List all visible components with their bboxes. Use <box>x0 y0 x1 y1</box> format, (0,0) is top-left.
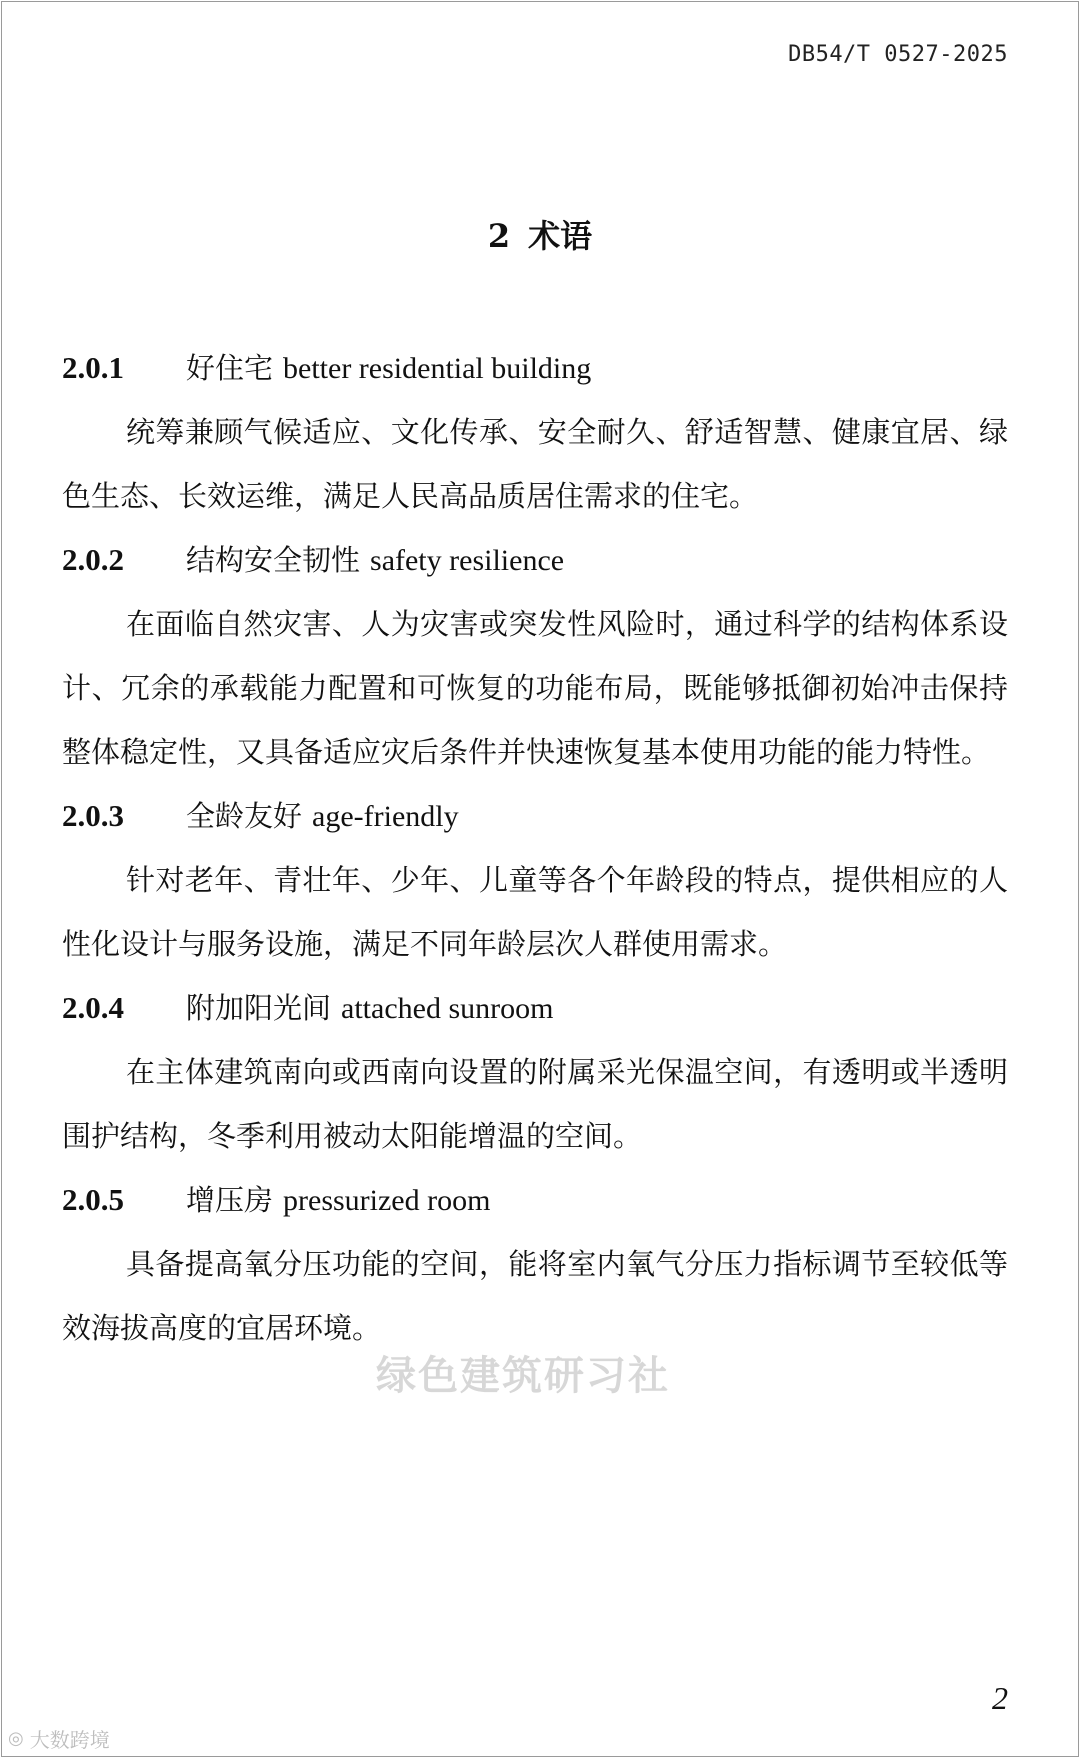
term-number: 2.0.1 <box>62 350 124 385</box>
term-chinese: 好住宅 <box>186 351 274 385</box>
term-number: 2.0.4 <box>62 990 124 1025</box>
watermark-text: 绿色建筑研习社 <box>376 1352 670 1399</box>
term-english: better residential building <box>283 352 592 385</box>
term-heading-2 <box>62 528 1008 592</box>
term-english: pressurized room <box>283 1184 491 1217</box>
term-heading-5 <box>62 1168 1008 1232</box>
term-number: 2.0.5 <box>62 1182 124 1217</box>
chapter-title-text: 术语 <box>528 217 593 255</box>
term-chinese: 结构安全韧性 <box>186 543 361 577</box>
term-definition-5: 具备提高氧分压功能的空间，能将室内氧气分压力指标调节至较低等效海拔高度的宜居环境。 <box>62 1247 1008 1345</box>
term-number: 2.0.2 <box>62 542 124 577</box>
terms-section <box>62 336 1008 1360</box>
term-chinese: 全龄友好 <box>186 799 303 833</box>
watermark-logo-icon: ◎ <box>8 1728 24 1749</box>
term-chinese: 增压房 <box>186 1183 274 1217</box>
term-definition-3: 针对老年、青壮年、少年、儿童等各个年龄段的特点，提供相应的人性化设计与服务设施，满足不同年龄层次人群使用需求。 <box>62 863 1008 961</box>
page-number: 2 <box>992 1680 1008 1716</box>
term-english: safety resilience <box>370 544 565 577</box>
term-definition-4: 在主体建筑南向或西南向设置的附属采光保温空间，有透明或半透明围护结构，冬季利用被动太阳能增温的空间。 <box>62 1055 1008 1153</box>
term-english: attached sunroom <box>341 992 554 1025</box>
chapter-number: 2 <box>487 217 511 255</box>
corner-watermark <box>8 1724 110 1753</box>
chapter-title <box>0 211 1080 257</box>
term-number: 2.0.3 <box>62 798 124 833</box>
term-heading-1 <box>62 336 1008 400</box>
corner-watermark-text: 大数跨境 <box>29 1728 110 1752</box>
term-heading-3 <box>62 784 1008 848</box>
term-definition-1: 统筹兼顾气候适应、文化传承、安全耐久、舒适智慧、健康宜居、绿色生态、长效运维，满足人民高品质居住需求的住宅。 <box>62 415 1008 513</box>
term-heading-4 <box>62 976 1008 1040</box>
term-definition-2: 在面临自然灾害、人为灾害或突发性风险时，通过科学的结构体系设计、冗余的承载能力配置和可恢复的功能布局，既能够抵御初始冲击保持整体稳定性，又具备适应灾后条件并快速恢复基本使用功能的能力特性。 <box>62 607 1008 769</box>
term-chinese: 附加阳光间 <box>186 991 332 1025</box>
term-english: age-friendly <box>312 800 459 833</box>
document-code: DB54/T 0527-2025 <box>788 42 1008 67</box>
